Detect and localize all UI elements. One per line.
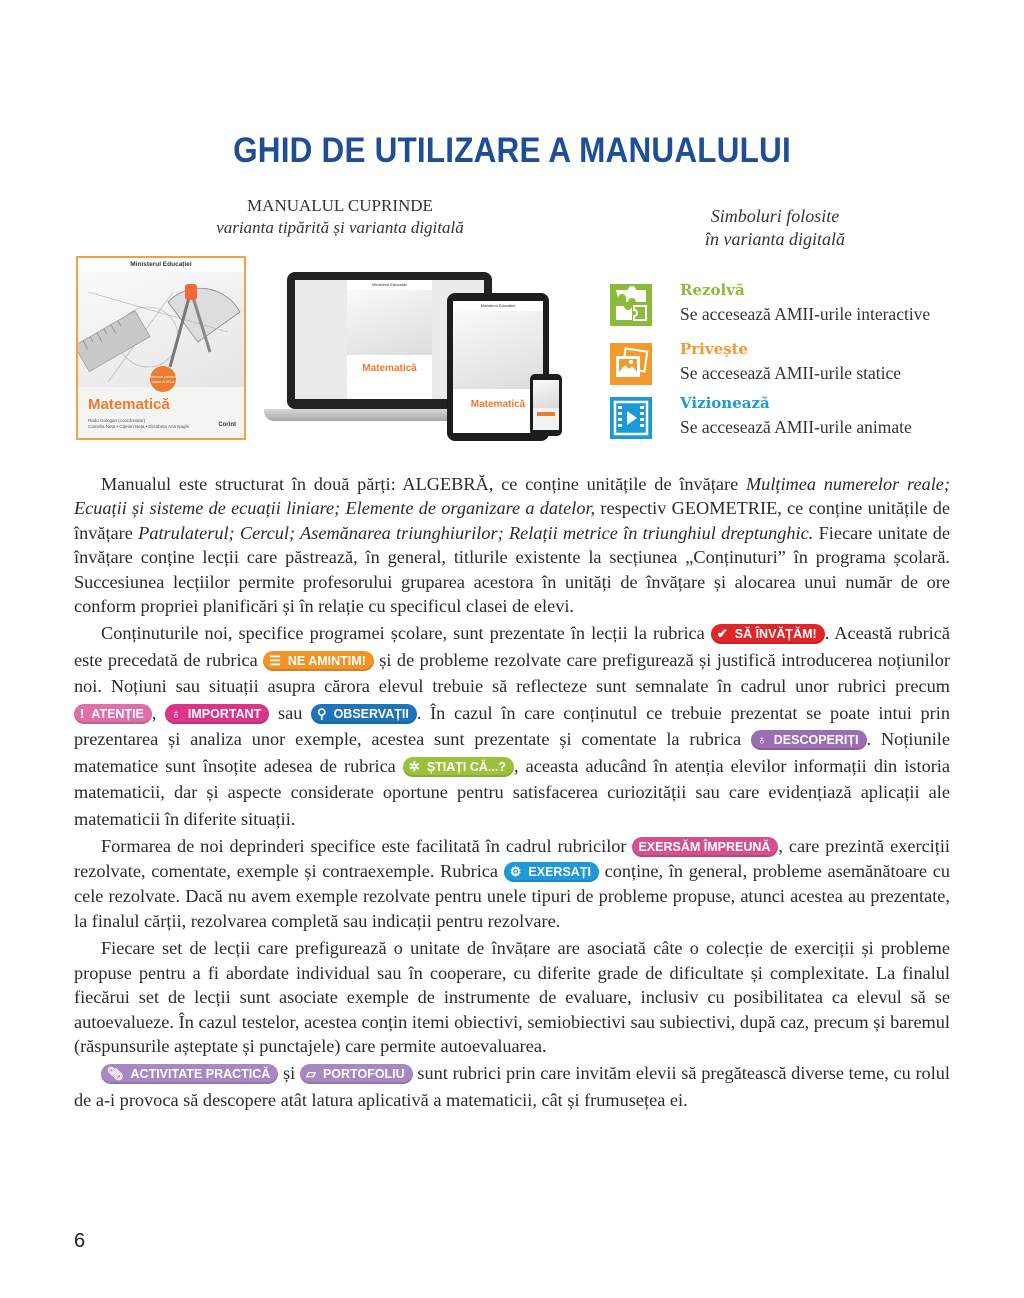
paragraph-rubrics <box>74 620 950 832</box>
printed-book-cover <box>76 256 246 440</box>
tag-label: ATENȚIE <box>91 706 144 721</box>
manual-contains-heading: MANUALUL CUPRINDE <box>247 196 433 215</box>
geometry-units: Patrulaterul; Cercul; Asemănarea triunghiurilor; Relații metrice în triunghiul dreptunghic. <box>138 522 814 543</box>
manual-contains <box>150 195 530 239</box>
puzzle-icon <box>610 284 652 326</box>
tag-label: EXERSAȚI <box>528 865 591 880</box>
tag-sa-invatam <box>711 624 825 644</box>
lightbulb-icon: ♁ <box>757 732 767 748</box>
text-run: . Noțiunile matematice sunt însoțite adesea de rubrica <box>74 729 950 776</box>
laptop-cover <box>347 280 432 399</box>
page-title: GHID DE UTILIZARE A MANUALULUI <box>233 131 791 170</box>
text-run: sunt rubrici prin care invităm elevii să pregătească diverse teme, cu rolul de a-i provoca să descopere atât latura aplicativă a matematicii, cât și frumusețea ei. <box>74 1063 950 1111</box>
tag-label: PORTOFOLIU <box>322 1067 405 1082</box>
magnifier-icon: ⚲ <box>317 705 327 721</box>
gears-icon: ✲ <box>408 758 420 774</box>
symbol-rezolva <box>610 281 970 330</box>
symbol-vizioneaza <box>610 394 970 443</box>
page-number: 6 <box>74 1230 86 1252</box>
tag-exersam-impreuna <box>632 837 778 857</box>
tag-label: EXERSĂM ÎMPREUNĂ <box>638 840 771 855</box>
tag-label: DESCOPERIȚI <box>773 733 859 748</box>
folder-icon: ▱ <box>305 1066 316 1082</box>
tag-atentie <box>74 704 152 724</box>
text-run: Conținuturile noi, specifice programei școlare, sunt prezentate în lecții la rubrica <box>101 623 711 644</box>
symbol-description: Se accesează AMII-urile statice <box>680 363 902 383</box>
text-run: , care prezintă exerciții rezolvate, comentate, exemple și contraexemple. Rubrica <box>74 836 951 882</box>
tag-stiati-ca <box>403 757 514 777</box>
text-run: Formarea de noi deprinderi specifice este facilitată în cadrul rubricilor <box>101 836 633 857</box>
tag-label: IMPORTANT <box>187 706 262 721</box>
tag-label: NE AMINTIM! <box>287 653 366 668</box>
symbol-description: Se accesează AMII-urile animate <box>680 417 912 437</box>
paragraph-projects <box>74 1060 950 1114</box>
book-authors <box>88 418 189 430</box>
laptop-cover-subject: Matematică <box>362 363 417 374</box>
tag-important <box>165 704 269 724</box>
paperclip-icon: 📎︎ <box>107 1066 124 1082</box>
gear-icon: ⚙ <box>509 864 522 880</box>
tag-label: OBSERVAȚII <box>333 706 409 721</box>
phone <box>530 374 562 436</box>
book-ministry: Ministerul Educației <box>78 258 244 272</box>
text-run: și de probleme rezolvate care prefigurează și justifică introducerea noțiunilor noi. Noțiuni sau situații asupra cărora elevul trebuie să reflecteze sunt semnalate în cadrul unor rubrici precum <box>74 649 950 697</box>
text-run: respectiv GEOMETRIE, ce conține unitățile de învățare <box>74 498 951 543</box>
tag-label: SĂ ÎNVĂȚĂM! <box>734 627 817 642</box>
book-authors-line1: Radu Gologan (coordonator) <box>88 418 146 423</box>
list-icon: ☰ <box>269 652 281 668</box>
symbol-name: Rezolvă <box>680 281 745 299</box>
text-run: . În cazul în care conținutul ce trebuie prezentat se poate intui prin prezentarea și analiza unor exemple, acestea sunt prezentate și comentate la rubrica <box>74 702 950 750</box>
tag-exersati <box>504 862 599 882</box>
symbols-heading-line1: Simboluri folosite <box>710 206 840 226</box>
symbol-priveste <box>610 340 970 389</box>
symbols-heading-line2: în varianta digitală <box>704 229 845 249</box>
book-grade-badge: Manual pentru clasa a VII-a <box>150 366 176 392</box>
book-authors-line2: Camelia Neța • Ciprian Neța • Elisabeta Ana Naghi <box>88 424 189 429</box>
text-run: , aceasta aducând în atenția elevilor informații din istoria matematicii, dar și aspecte considerate oportune pentru satisfacerea curiozității sau care evidențiază aplicații ale matematicii în diferite situații. <box>74 755 950 829</box>
lightbulb-icon: ♁ <box>171 705 181 721</box>
tablet-cover-ministry: Ministerul Educației <box>480 303 516 308</box>
text-run: și <box>278 1063 300 1084</box>
text-run: Manualul este structurat în două părți: ALGEBRĂ, ce conține unitățile de învățare <box>101 474 746 494</box>
checkmark-icon: ✔ <box>716 626 728 642</box>
symbol-description: Se accesează AMII-urile interactive <box>680 304 931 324</box>
tag-label: ACTIVITATE PRACTICĂ <box>130 1067 271 1082</box>
text-run: Fiecare unitate de învățare conține lecții care păstrează, în general, titlurile existente la secțiunea „Conținuturi” în programa școlară. Succesiunea lecțiilor permite profesorului gruparea acestora în unități de învățare și alocarea unui număr de ore conform propriei planificări și în relație cu specificul clasei de elevi. <box>74 522 950 617</box>
paragraph-exercises <box>74 834 950 934</box>
symbols-heading <box>640 205 910 251</box>
tag-portofoliu <box>300 1064 413 1084</box>
digital-devices-illustration <box>262 268 572 446</box>
book-subject: Matematică <box>88 396 170 413</box>
text-run: sau <box>269 702 312 723</box>
text-run: , <box>151 702 166 723</box>
tag-activitate-practica <box>101 1064 278 1084</box>
text-run: . Această rubrică este precedată de rubrica <box>74 623 950 670</box>
tag-observatii <box>311 704 417 724</box>
film-play-icon <box>610 397 652 439</box>
paragraph-evaluation: Fiecare set de lecții care prefigurează o unitate de învățare are asociată câte o colecție de exerciții și probleme propuse pentru a fi abordate individual sau în cooperare, cu diferite grade de dificultate și complexitate. La finalul fiecărui set de lecții sunt asociate exemple de instrumente de evaluare, inclusiv cu posibilitatea ca elevul să se autoevalueze. În cazul testelor, acestea conțin itemi obiectivi, semiobiectivi sau subiectivi, după caz, precum și baremul (răspunsurile așteptate și punctajele) care permite autoevaluarea. <box>74 938 950 1057</box>
tag-descoperiti <box>751 730 867 750</box>
paragraph-structure <box>74 472 950 618</box>
text-run: conține, în general, probleme asemănătoare cu cele rezolvate. Dacă nu avem exemple rezolvate pentru unele tipuri de probleme propuse, atunci acestea au prezentate, la finalul cărții, rezolvarea completă sau indicații pentru rezolvare. <box>74 861 950 932</box>
book-publisher-logo: Corint <box>218 422 236 428</box>
laptop-cover-ministry: Ministerul Educației <box>372 282 407 287</box>
tag-label: ȘTIAȚI CĂ...? <box>426 759 506 774</box>
manual-contains-subheading: varianta tipărită și varianta digitală <box>216 218 464 237</box>
exclamation-icon: ! <box>80 705 85 721</box>
tablet-cover-subject: Matematică <box>470 399 526 410</box>
symbol-name: Vizionează <box>680 394 770 412</box>
symbol-name: Privește <box>680 340 749 358</box>
algebra-units: Mulțimea numerelor reale; Ecuații și sisteme de ecuații liniare; Elemente de organizare a datelor, <box>74 474 950 519</box>
tag-ne-amintim <box>263 651 374 671</box>
images-icon <box>610 343 652 385</box>
guide-body <box>74 472 950 1114</box>
